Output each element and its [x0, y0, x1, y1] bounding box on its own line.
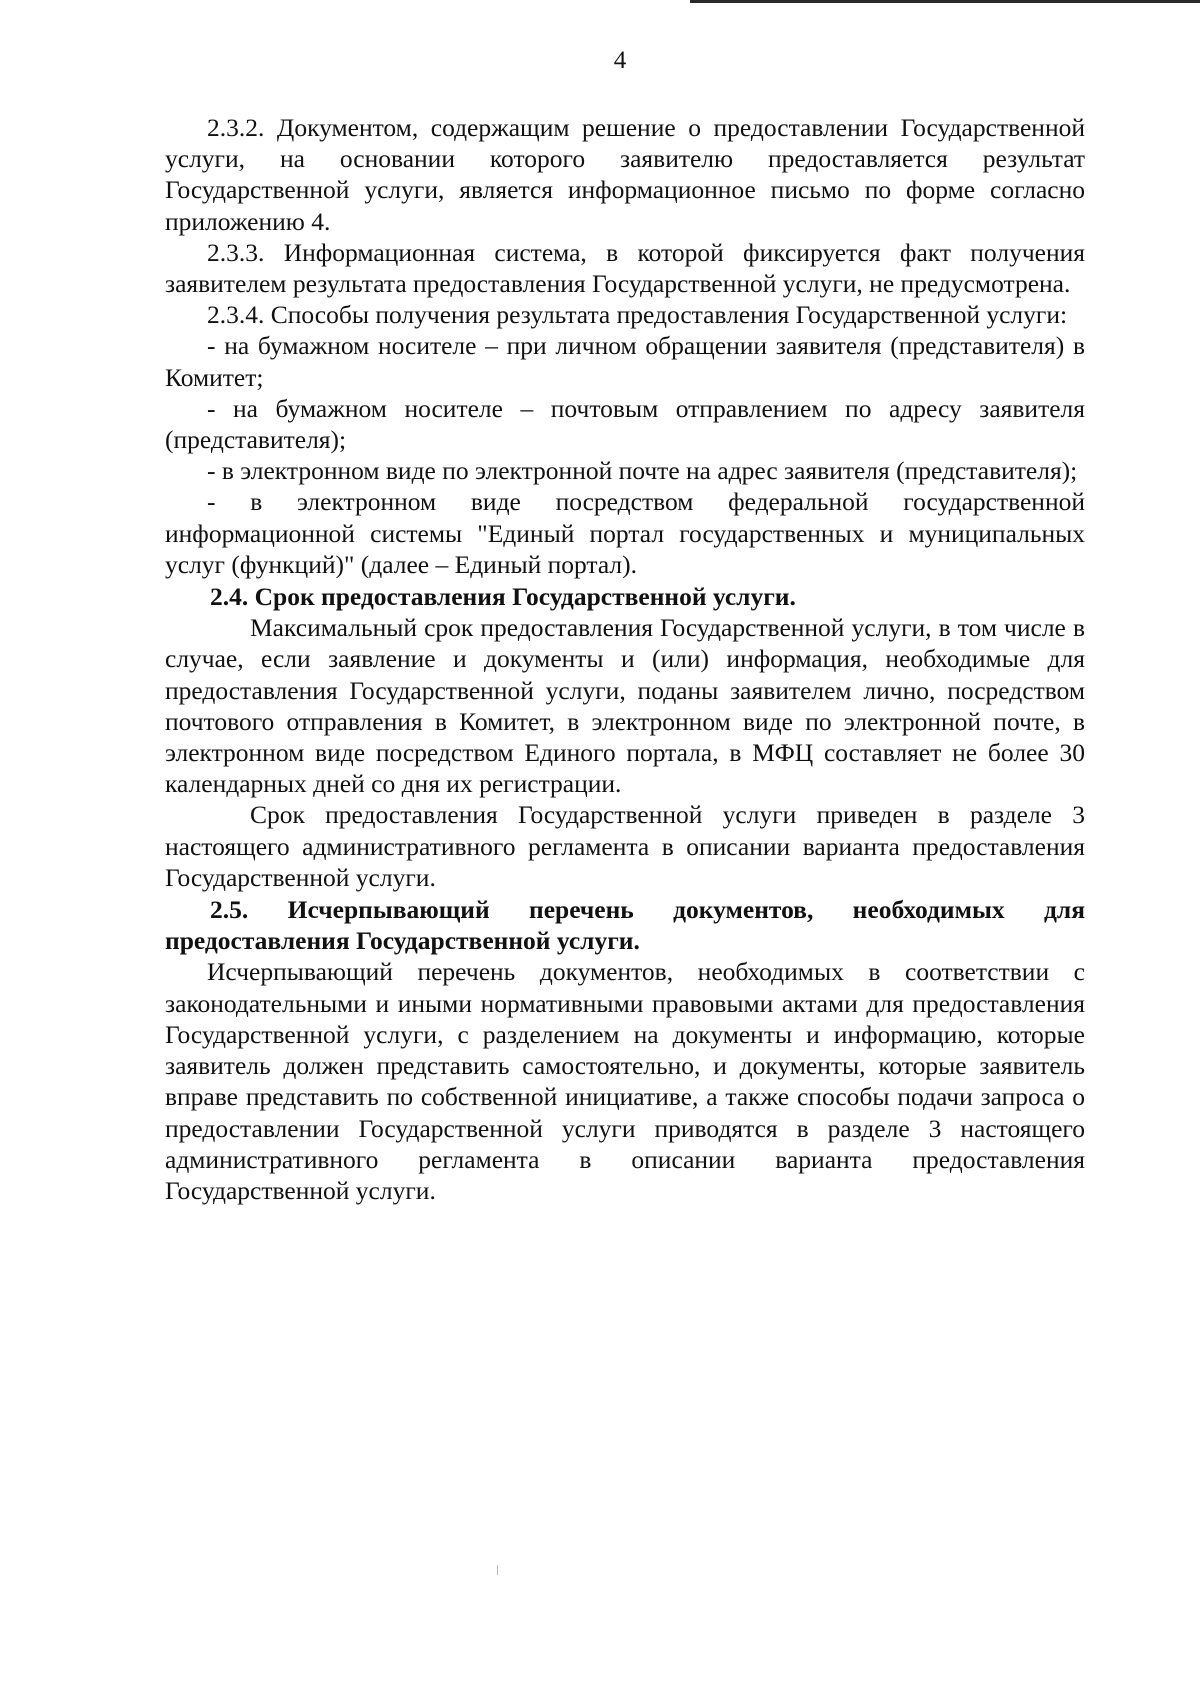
paragraph-2-4-max-term: Максимальный срок предоставления Государственной услуги, в том числе в случае, если заявление и документы и (или) информация, необходимые для предоставления Государственной услуги, поданы заявителем лично, посредством почтового отправления в Комитет, в электронном виде по электронной почте, в электронном виде посредством Единого портала, в МФЦ составляет не более 30 календарных дней со дня их регистрации.	[165, 613, 1085, 799]
list-item-paper-by-post: - на бумажном носителе – почтовым отправлением по адресу заявителя (представителя);	[165, 393, 1085, 455]
section-heading-2-4: 2.4. Срок предоставления Государственной услуги.	[210, 582, 796, 612]
paragraph-2-4-term-reference: Срок предоставления Государственной услуги приведен в разделе 3 настоящего административного регламента в описании варианта предоставления Государственной услуги.	[165, 800, 1085, 892]
scan-artifact	[497, 1565, 498, 1575]
page-number: 4	[613, 47, 627, 74]
paragraph-2-3-4: 2.3.4. Способы получения результата предоставления Государственной услуги:	[207, 300, 1068, 330]
list-item-paper-in-person: - на бумажном носителе – при личном обращении заявителя (представителя) в Комитет;	[165, 331, 1085, 392]
list-item-unified-portal: - в электронном виде посредством федеральной государственной информационной системы "Единый портал государственных и муниципальных услуг (функций)" (далее – Единый портал).	[165, 487, 1085, 579]
paragraph-2-5: Исчерпывающий перечень документов, необходимых в соответствии с законодательными и иными нормативными правовыми актами для предоставления Государственной услуги, с разделением на документы и информацию, которые заявитель должен представить самостоятельно, и документы, которые заявитель вправе представить по собственной инициативе, а также способы подачи запроса о предоставлении Государственной услуги приводятся в разделе 3 настоящего административного регламента в описании варианта предоставления Государственной услуги.	[165, 957, 1085, 1205]
list-item-email: - в электронном виде по электронной почте на адрес заявителя (представителя);	[207, 456, 1078, 486]
document-body	[165, 112, 1085, 1206]
paragraph-2-3-3: 2.3.3. Информационная система, в которой фиксируется факт получения заявителем результата предоставления Государственной услуги, не предусмотрена.	[165, 237, 1085, 299]
section-heading-2-5: 2.5. Исчерпывающий перечень документов, необходимых для предоставления Государственной услуги.	[165, 895, 1085, 956]
scan-edge-line	[690, 0, 1200, 3]
paragraph-2-3-2: 2.3.2. Документом, содержащим решение о предоставлении Государственной услуги, на основании которого заявителю предоставляется результат Государственной услуги, является информационное письмо по форме согласно приложению 4.	[165, 113, 1085, 236]
